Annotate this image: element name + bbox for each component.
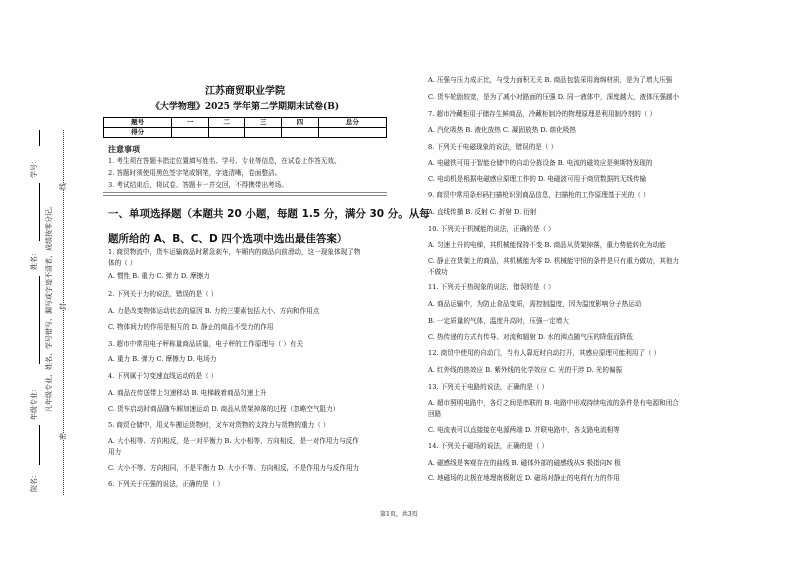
section-heading-line2: 题所给的 A、B、C、D 四个选项中选出最佳答案）: [108, 233, 348, 245]
option-line: A. 力是改变物体运动状态的原因 B. 力的三要素包括大小、方向和作用点: [108, 307, 320, 315]
exam-title: 《大学物理》2025 学年第二学期期末试卷(B): [150, 102, 340, 112]
question-line: 4. 下列属于匀变速直线运动的是（ ）: [108, 372, 218, 380]
option-line: C. 大小不等、方向相同，不是平衡力 D. 大小不等、方向相反，不是作用力与反作用力: [108, 464, 360, 472]
double-rule-divider: [103, 192, 387, 196]
option-line: A. 直线传播 B. 反射 C. 折射 D. 衍射: [428, 208, 537, 216]
option-line: C. 电流表可以直接接在电源两端 D. 并联电路中，各支路电流相等: [428, 426, 620, 434]
score-table-header: 一: [172, 118, 209, 128]
score-cell: [318, 128, 386, 138]
option-line: A. 重力 B. 弹力 C. 摩擦力 D. 电场力: [108, 355, 217, 363]
notice-title: 注意事项: [108, 144, 140, 154]
option-line: C. 货车启动时商品随车厢加速运动 D. 商品从货架掉落的过程（忽略空气阻力）: [108, 405, 340, 413]
score-table-header: 三: [245, 118, 282, 128]
option-line: A. 大小相等、方向相反，是一对平衡力 B. 大小相等、方向相反，是一对作用力与反作: [108, 437, 359, 445]
notice-item: 3. 考试结束后，将试卷、答题卡一并交回，不得携带出考场。: [108, 181, 288, 189]
option-line: 用力: [108, 448, 122, 456]
option-line: A. 匀速上升的电梯，其机械能保持不变 B. 商品从货架掉落，重力势能转化为动能: [428, 241, 666, 249]
question-line: 10. 下列关于机械能的说法，正确的是（ ）: [428, 225, 555, 233]
notice-item: 2. 答题时须使用黑色签字笔或钢笔，字迹清晰，卷面整洁。: [108, 169, 282, 177]
option-line: C. 电动机是根据电磁感应原理工作的 D. 电磁波可用于商贸数据的无线传输: [428, 175, 647, 183]
college-line: [39, 425, 40, 465]
option-line: A. 汽化吸热 B. 液化放热 C. 凝固放热 D. 熔化吸热: [428, 126, 577, 134]
score-table-header: 题号: [104, 118, 172, 128]
question-line: 7. 超市冷藏柜用于储存生鲜商品，冷藏柜制冷的物理原理是利用制冷剂的（ ）: [428, 110, 657, 118]
name-line: [39, 183, 40, 241]
option-line: A. 超市照明电路中，各灯之间是串联的 B. 电路中形成持续电流的条件是有电源和闭合: [428, 399, 679, 407]
school-name: 江苏商贸职业学院: [205, 86, 285, 97]
question-line: 1. 商贸物流中，货车运输商品时紧急刹车，车厢内的商品向前滑动，这一现象体现了物: [108, 248, 361, 256]
score-table-header: 四: [282, 118, 319, 128]
score-table-header: 总分: [318, 118, 386, 128]
seal-char-xian: 线: [59, 183, 67, 190]
question-line: 2. 下列关于力的说法，错误的是（ ）: [108, 290, 218, 298]
option-line: A. 商品运输中，为防止食品变质，需控制温度，因为温度影响分子热运动: [428, 300, 642, 308]
question-line: 11. 下列关于热现象的说法，错误的是（ ）: [428, 283, 555, 291]
grade-major-label: 年级专业：: [30, 385, 38, 420]
score-cell: [208, 128, 245, 138]
name-label: 姓名：: [30, 249, 38, 270]
question-line: 13. 下列关于电路的说法，正确的是（ ）: [428, 383, 549, 391]
question-line: 6. 下列关于压强的说法，正确的是（ ）: [108, 480, 224, 488]
student-id-label: 学号：: [30, 157, 38, 178]
option-line: C. 热传递的方式有传导、对流和辐射 D. 水的沸点随气压的降低而降低: [428, 333, 633, 341]
option-line: A. 磁感线是客观存在的曲线 B. 磁体外部的磁感线从S 极指向N 极: [428, 459, 621, 467]
notice-item: 1. 考生须在答题卡指定位置填写姓名、学号、专业等信息，在试卷上作答无效。: [108, 157, 341, 165]
question-line: 9. 商贸中常用条形码扫描枪识别商品信息，扫描枪的工作原理基于光的（ ）: [428, 191, 650, 199]
question-line: 8. 下列关于电磁现象的说法，错误的是（ ）: [428, 143, 558, 151]
option-line: A. 压强与压力成正比，与受力面积无关 B. 商品包装采用海绵材质，是为了增大压强: [428, 76, 673, 84]
binding-warning: 凡年级专业、姓名、学号错写、漏写或字迹不清者，成绩按零分记。: [45, 202, 53, 412]
section-heading-line1: 一、单项选择题（本题共 20 小题，每题 1.5 分，满分 30 分。从每: [108, 208, 430, 220]
score-cell: [282, 128, 319, 138]
option-line: A. 电磁铁可用于智能仓储中的自动分拣设备 B. 电流的磁效应是奥斯特发现的: [428, 159, 653, 167]
grade-major-line: [39, 276, 40, 364]
question-line: 5. 商贸仓储中，用叉车搬运货物时，叉车对货物的支持力与货物的重力（ ）: [108, 421, 330, 429]
option-line: C. 地磁场的北极在地理南极附近 D. 磁场对静止的电荷有力的作用: [428, 474, 620, 482]
option-line: A. 商品在传送带上匀速移动 B. 电梯载着商品匀速上升: [108, 389, 267, 397]
option-line: C. 静止在货架上的商品，其机械能为零 D. 机械能守恒的条件是只有重力做功，其他力: [428, 257, 680, 265]
score-table-score-row: [104, 128, 387, 138]
student-id-line: [39, 130, 40, 146]
question-line: 12. 商贸中使用的自动门，当有人靠近时自动打开，其感应原理可能利用了（ ）: [428, 349, 661, 357]
option-line: 回路: [428, 410, 442, 418]
seal-char-mi: 密: [59, 433, 67, 440]
score-table-header-row: [104, 118, 387, 128]
score-table: [103, 117, 387, 138]
college-label: 院名：: [30, 471, 38, 492]
score-cell: [172, 128, 209, 138]
option-line: A. 惯性 B. 重力 C. 弹力 D. 摩擦力: [108, 272, 210, 280]
option-line: 不做功: [428, 268, 448, 276]
option-line: B. 一定质量的气体，温度升高时，压强一定增大: [428, 317, 569, 325]
score-cell: [245, 128, 282, 138]
question-line: 体的（ ）: [108, 259, 137, 267]
seal-char-feng: 封: [59, 303, 67, 310]
option-line: C. 物体间力的作用是相互的 D. 静止的商品不受力的作用: [108, 323, 274, 331]
page-number: 第1页，共3页: [380, 511, 418, 518]
option-line: A. 红外线的热效应 B. 紫外线的化学效应 C. 光的干涉 D. 光的偏振: [428, 366, 623, 374]
score-table-header: 二: [208, 118, 245, 128]
question-line: 3. 超市中常用电子秤称量商品质量，电子秤的工作原理与（ ）有关: [108, 340, 304, 348]
option-line: C. 货车轮胎较宽，是为了减小对路面的压强 D. 同一液体中，深度越大，液体压强越小: [428, 93, 680, 101]
question-line: 14. 下列关于磁场的说法，正确的是（ ）: [428, 442, 549, 450]
score-row-label: 得分: [104, 128, 172, 138]
